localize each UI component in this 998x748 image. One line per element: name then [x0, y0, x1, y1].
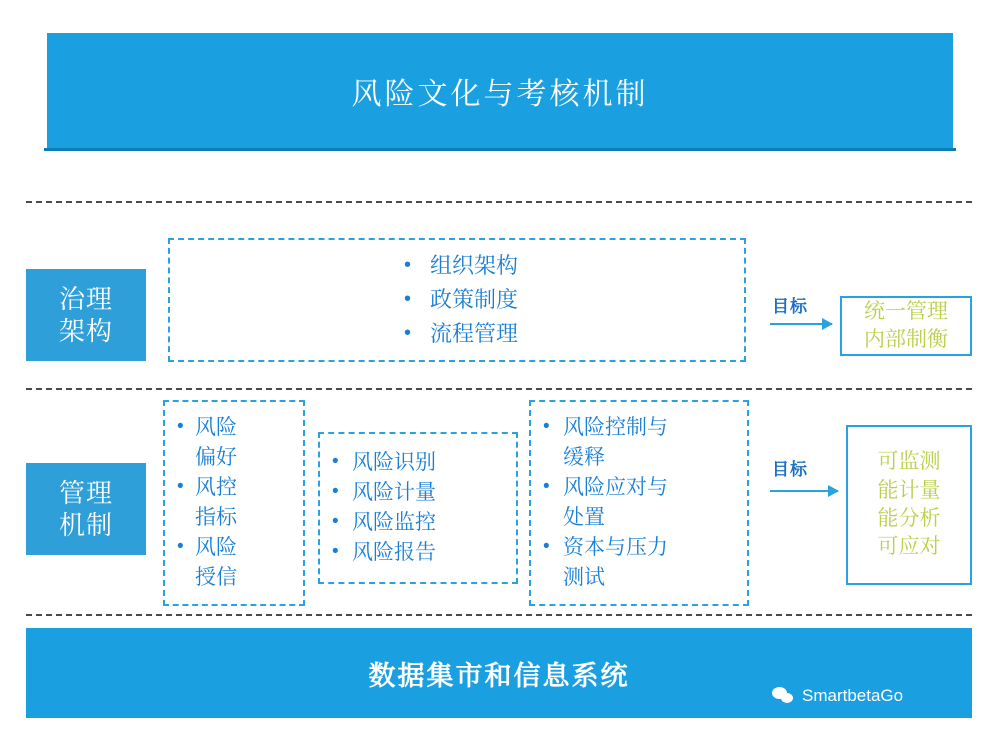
list-item: • 风险识别 [326, 448, 510, 478]
category-governance-line1: 治理 [58, 283, 113, 314]
list-item [537, 413, 741, 473]
bottom-banner-label: 数据集市和信息系统 [368, 660, 630, 691]
list-item [171, 533, 297, 593]
governance-result-line1: 统一管理 [864, 299, 948, 323]
list-item: • 政策制度 [396, 283, 518, 317]
management-group-1-list [165, 413, 303, 593]
list-item-line2: 授信 [195, 566, 237, 589]
list-item-line1: 资本与压力 [563, 536, 668, 559]
watermark [772, 686, 903, 706]
list-item-line1: 风控 [195, 476, 237, 499]
category-governance [26, 269, 146, 361]
list-item [171, 473, 297, 533]
divider-middle [26, 388, 972, 390]
list-item-line2: 处置 [563, 506, 605, 529]
governance-result-box [840, 296, 972, 356]
management-group-2-box [318, 432, 518, 584]
management-result-line3: 能分析 [877, 507, 941, 530]
management-group-1-box [163, 400, 305, 606]
list-item-line1: 风险 [195, 536, 237, 559]
governance-arrow-label: 目标 [772, 297, 808, 316]
divider-bottom [26, 614, 972, 616]
list-item-line2: 测试 [563, 566, 605, 589]
category-governance-line2: 架构 [58, 316, 113, 346]
governance-items-box [168, 238, 746, 362]
management-result-line1: 可监测 [877, 450, 941, 474]
list-item-line1: 风险 [195, 416, 237, 439]
list-item [537, 473, 741, 533]
list-item: • 流程管理 [396, 317, 518, 351]
management-arrow-label: 目标 [772, 460, 808, 479]
management-group-3-list [531, 413, 747, 593]
governance-result-line2: 内部制衡 [864, 328, 948, 351]
governance-arrow-icon [770, 323, 832, 325]
list-item: • 风险监控 [326, 508, 510, 538]
governance-item-list [396, 249, 518, 351]
watermark-label: SmartbetaGo [802, 686, 904, 705]
management-arrow-icon [770, 490, 838, 492]
list-item-line2: 偏好 [195, 446, 237, 469]
list-item: • 风险计量 [326, 478, 510, 508]
list-item-line1: 风险控制与 [563, 416, 668, 439]
list-item: • 组织架构 [396, 249, 518, 283]
category-management [26, 463, 146, 555]
list-item: • 风险报告 [326, 538, 510, 568]
wechat-icon [772, 687, 794, 705]
list-item [537, 533, 741, 593]
management-result-line4: 可应对 [877, 535, 941, 559]
list-item-line2: 缓释 [563, 446, 605, 469]
category-management-line1: 管理 [58, 477, 113, 508]
category-management-line2: 机制 [58, 510, 113, 540]
divider-top [26, 201, 972, 203]
management-group-2-list [320, 448, 516, 568]
management-result-box [846, 425, 972, 585]
list-item-line1: 风险应对与 [563, 476, 668, 499]
management-group-3-box [529, 400, 749, 606]
top-banner [44, 30, 956, 148]
list-item-line2: 指标 [195, 506, 237, 529]
management-result-line2: 能计量 [877, 478, 941, 502]
top-banner-label: 风险文化与考核机制 [351, 77, 649, 111]
list-item [171, 413, 297, 473]
